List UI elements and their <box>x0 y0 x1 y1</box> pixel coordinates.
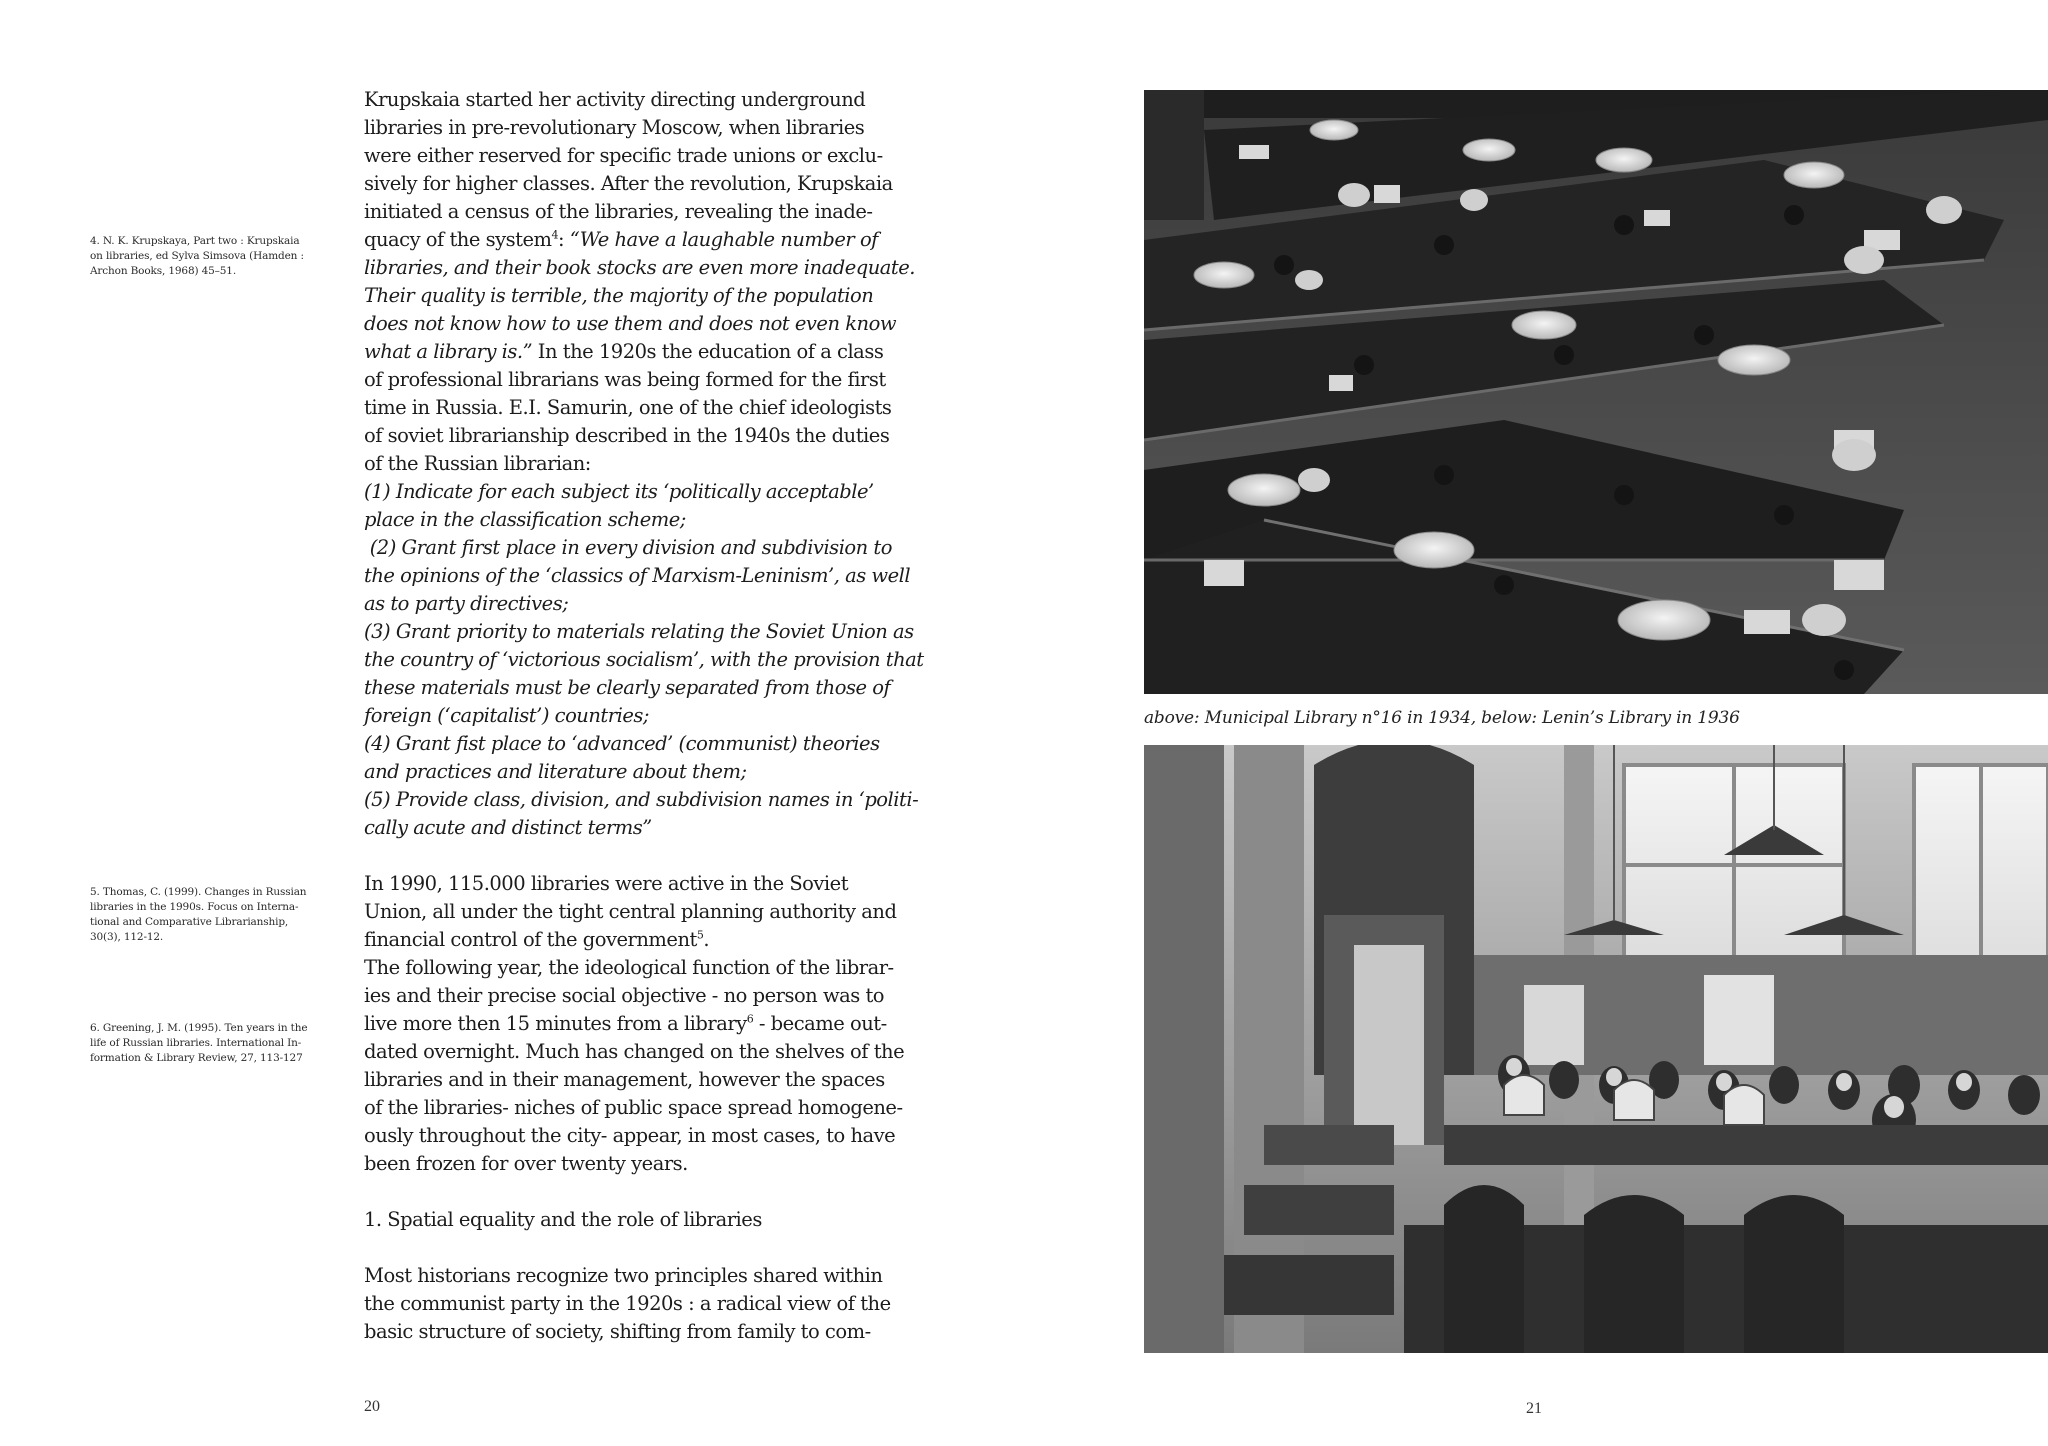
text-line: basic structure of society, shifting from family to com- <box>364 1320 871 1343</box>
list-line <box>364 534 944 562</box>
quote-text: Their quality is terrible, the majority of the population <box>364 284 874 307</box>
text-line: of the libraries- niches of public space spread homogene- <box>364 1096 903 1119</box>
text-line <box>364 226 944 254</box>
photo-reading-hall-interior <box>1144 745 2048 1353</box>
list-line <box>364 590 944 618</box>
list-text: (1) Indicate for each subject its ‘politically acceptable’ <box>364 480 874 503</box>
text-segment: - became out- <box>753 1012 887 1035</box>
section-heading: 1. Spatial equality and the role of libraries <box>364 1208 762 1231</box>
photo-municipal-library <box>1144 90 2048 694</box>
blank-line <box>364 1178 944 1206</box>
text-line: initiated a census of the libraries, revealing the inade- <box>364 200 873 223</box>
quote-segment: “We have a laughable number of <box>569 228 878 251</box>
body-text-column <box>364 86 944 1346</box>
text-line: libraries in pre-revolutionary Moscow, when libraries <box>364 116 865 139</box>
blank-line <box>364 842 944 870</box>
footnote-line: 30(3), 112-12. <box>90 931 164 943</box>
text-line <box>364 338 944 366</box>
text-line: ies and their precise social objective - no person was to <box>364 984 885 1007</box>
text-line: The following year, the ideological function of the librar- <box>364 956 894 979</box>
list-text: the country of ‘victorious socialism’, with the provision that <box>364 648 924 671</box>
footnote-ref: 6 <box>746 1012 754 1026</box>
text-line: Most historians recognize two principles shared within <box>364 1264 883 1287</box>
footnote-line: formation & Library Review, 27, 113-127 <box>90 1052 303 1064</box>
blank-line <box>364 1234 944 1262</box>
photo-caption: above: Municipal Library n°16 in 1934, below: Lenin’s Library in 1936 <box>1144 708 1740 728</box>
list-text: (5) Provide class, division, and subdivision names in ‘politi- <box>364 788 919 811</box>
list-line <box>364 478 944 506</box>
text-line <box>364 926 944 954</box>
text-line: sively for higher classes. After the revolution, Krupskaia <box>364 172 893 195</box>
text-line: the communist party in the 1920s : a radical view of the <box>364 1292 891 1315</box>
list-line <box>364 646 944 674</box>
footnote-line: libraries in the 1990s. Focus on Interna- <box>90 901 299 913</box>
text-line: ously throughout the city- appear, in most cases, to have <box>364 1124 896 1147</box>
footnote-ref: 4 <box>551 228 558 242</box>
text-segment: : <box>558 228 570 251</box>
text-segment: financial control of the government <box>364 928 697 951</box>
list-line <box>364 674 944 702</box>
list-text: and practices and literature about them; <box>364 760 747 783</box>
list-text: (2) Grant first place in every division and subdivision to <box>364 536 893 559</box>
footnote-4 <box>90 234 320 279</box>
quote-line <box>364 282 944 310</box>
photo-lenin-library <box>1144 745 2048 1353</box>
text-line: were either reserved for specific trade unions or exclu- <box>364 144 883 167</box>
quote-text: libraries, and their book stocks are even more inadequate. <box>364 256 915 279</box>
list-text: these materials must be clearly separated from those of <box>364 676 891 699</box>
list-text: cally acute and distinct terms” <box>364 816 652 839</box>
footnote-line: on libraries, ed Sylva Simsova (Hamden : <box>90 250 304 262</box>
text-line: In 1990, 115.000 libraries were active in the Soviet <box>364 872 849 895</box>
text-segment: In the 1920s the education of a class <box>532 340 884 363</box>
list-line <box>364 618 944 646</box>
text-line: of soviet librarianship described in the 1940s the duties <box>364 424 890 447</box>
list-line <box>364 506 944 534</box>
list-line <box>364 786 944 814</box>
text-line: Union, all under the tight central planning authority and <box>364 900 897 923</box>
text-line: been frozen for over twenty years. <box>364 1152 688 1175</box>
list-text: foreign (‘capitalist’) countries; <box>364 704 649 727</box>
footnote-line: 4. N. K. Krupskaya, Part two : Krupskaia <box>90 235 300 247</box>
footnote-6 <box>90 1021 320 1066</box>
text-line: time in Russia. E.I. Samurin, one of the chief ideologists <box>364 396 892 419</box>
list-text: (4) Grant fist place to ‘advanced’ (communist) theories <box>364 732 880 755</box>
text-line: libraries and in their management, however the spaces <box>364 1068 885 1091</box>
text-line: Krupskaia started her activity directing underground <box>364 88 866 111</box>
list-text: (3) Grant priority to materials relating the Soviet Union as <box>364 620 914 643</box>
footnote-line: 5. Thomas, C. (1999). Changes in Russian <box>90 886 307 898</box>
footnote-5 <box>90 885 320 945</box>
footnote-line: tional and Comparative Librarianship, <box>90 916 289 928</box>
text-segment: . <box>703 928 710 951</box>
footnote-line: 6. Greening, J. M. (1995). Ten years in the <box>90 1022 308 1034</box>
list-text: the opinions of the ‘classics of Marxism-Leninism’, as well <box>364 564 911 587</box>
footnote-ref: 5 <box>696 928 704 942</box>
list-line <box>364 758 944 786</box>
text-line <box>364 1010 944 1038</box>
quote-segment: what a library is.” <box>364 340 533 363</box>
list-line <box>364 702 944 730</box>
text-line: dated overnight. Much has changed on the shelves of the <box>364 1040 905 1063</box>
text-line: of professional librarians was being formed for the first <box>364 368 886 391</box>
text-line: of the Russian librarian: <box>364 452 591 475</box>
list-text: as to party directives; <box>364 592 569 615</box>
page-number-right: 21 <box>1526 1400 1542 1417</box>
page-number-left: 20 <box>364 1398 380 1415</box>
quote-text: does not know how to use them and does not even know <box>364 312 897 335</box>
text-segment: quacy of the system <box>364 228 552 251</box>
list-line <box>364 730 944 758</box>
quote-line <box>364 254 944 282</box>
photo-reading-room-aerial <box>1144 90 2048 694</box>
quote-line <box>364 310 944 338</box>
list-line <box>364 814 944 842</box>
list-text: place in the classification scheme; <box>364 508 686 531</box>
footnote-line: Archon Books, 1968) 45–51. <box>90 265 237 277</box>
list-line <box>364 562 944 590</box>
text-segment: live more then 15 minutes from a library <box>364 1012 747 1035</box>
footnote-line: life of Russian libraries. International In- <box>90 1037 302 1049</box>
